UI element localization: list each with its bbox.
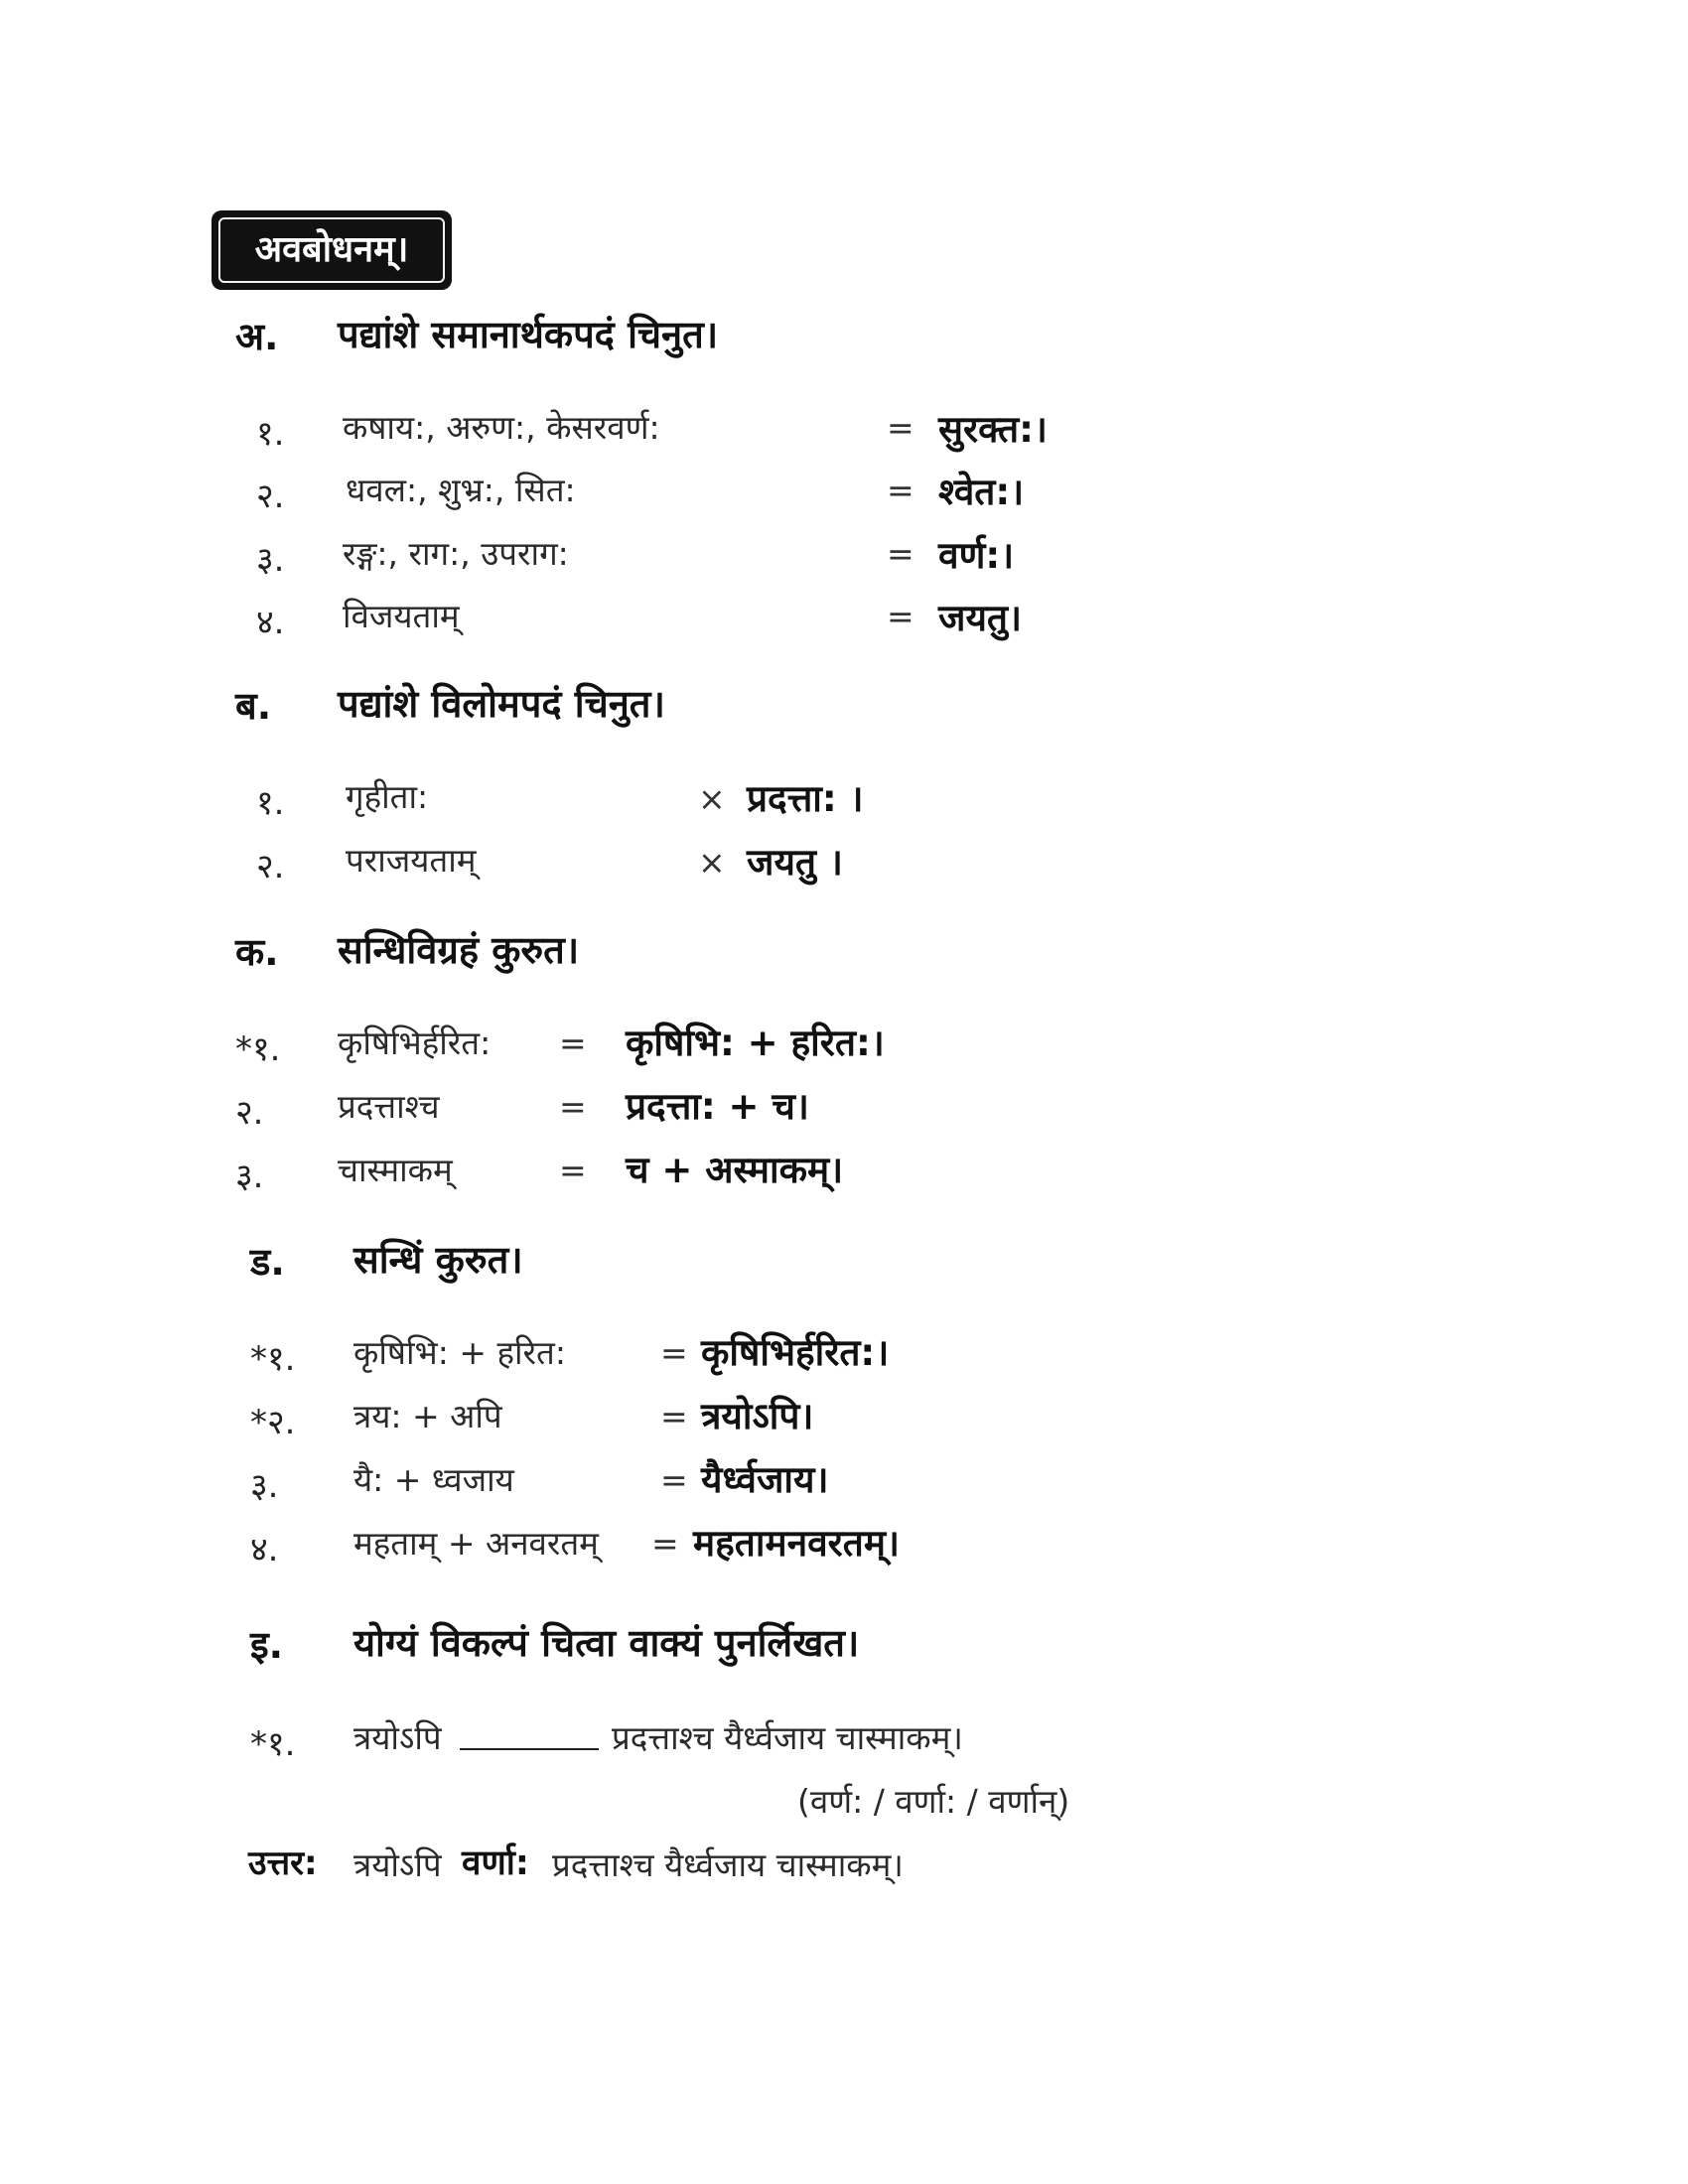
c-row1-operator: = bbox=[559, 1024, 587, 1062]
d-row3-answer: यैर्ध्वजाय। bbox=[701, 1458, 829, 1501]
section-b-label: ब. bbox=[235, 684, 272, 728]
a-row4-num: ४. bbox=[256, 603, 285, 642]
d-row2-operator: = bbox=[660, 1397, 688, 1435]
d-row1-operator: = bbox=[660, 1333, 688, 1372]
b-row2-answer: जयतु । bbox=[747, 841, 843, 884]
e-question-after-blank: प्रदत्ताश्च यैर्ध्वजाय चास्माकम्। bbox=[612, 1718, 963, 1757]
c-row3-num: ३. bbox=[235, 1157, 264, 1196]
section-e-heading: योग्यं विकल्पं चित्वा वाक्यं पुनर्लिखत। bbox=[353, 1621, 860, 1665]
a-row3-question: रङ्ग:, राग:, उपराग: bbox=[343, 534, 569, 573]
b-row2-question: पराजयताम् bbox=[346, 841, 477, 880]
d-row2-num: *२. bbox=[250, 1403, 296, 1442]
d-row4-question: महताम् + अनवरतम् bbox=[353, 1524, 599, 1563]
answer-bold-word: वर्णा: bbox=[462, 1843, 529, 1883]
section-c-heading: सन्धिविग्रहं कुरुत। bbox=[338, 928, 580, 972]
a-row4-answer: जयतु। bbox=[938, 597, 1023, 639]
a-row1-operator: = bbox=[887, 408, 914, 447]
c-row2-operator: = bbox=[559, 1087, 587, 1126]
c-row2-answer: प्रदत्ता: + च। bbox=[626, 1085, 809, 1128]
a-row3-answer: वर्ण:। bbox=[938, 534, 1015, 577]
d-row3-question: यै: + ध्वजाय bbox=[353, 1460, 514, 1499]
d-row1-num: *१. bbox=[250, 1339, 296, 1379]
d-row4-num: ४. bbox=[250, 1530, 279, 1570]
d-row2-answer: त्रयोऽपि। bbox=[701, 1395, 814, 1437]
page-title: अवबोधनम्। bbox=[254, 229, 409, 270]
d-row3-num: ३. bbox=[250, 1466, 279, 1506]
a-row1-num: १. bbox=[256, 414, 285, 454]
section-b-heading: पद्यांशे विलोमपदं चिनुत। bbox=[338, 682, 665, 726]
b-row2-num: २. bbox=[256, 847, 285, 887]
b-row1-num: १. bbox=[256, 783, 285, 823]
answer-before: त्रयोऽपि bbox=[353, 1845, 442, 1884]
a-row1-question: कषाय:, अरुण:, केसरवर्ण: bbox=[343, 408, 660, 447]
title-badge bbox=[211, 210, 452, 290]
c-row3-answer: च + अस्माकम्। bbox=[626, 1149, 844, 1191]
c-row1-num: *१. bbox=[235, 1029, 281, 1069]
c-row3-operator: = bbox=[559, 1151, 587, 1189]
a-row2-question: धवल:, शुभ्र:, सित: bbox=[346, 471, 576, 509]
c-row3-question: चास्माकम् bbox=[338, 1151, 453, 1189]
fill-in-blank bbox=[460, 1748, 599, 1750]
a-row2-num: २. bbox=[256, 477, 285, 516]
c-row2-num: २. bbox=[235, 1093, 264, 1133]
b-row1-question: गृहीता: bbox=[346, 777, 429, 816]
c-row2-question: प्रदत्ताश्च bbox=[338, 1087, 440, 1126]
d-row3-operator: = bbox=[660, 1460, 688, 1499]
c-row1-answer: कृषिभि: + हरित:। bbox=[626, 1022, 885, 1064]
b-row1-answer: प्रदत्ता: । bbox=[747, 777, 864, 820]
section-a-label: अ. bbox=[235, 315, 279, 358]
section-e-label: इ. bbox=[250, 1623, 284, 1667]
a-row3-operator: = bbox=[887, 534, 914, 573]
a-row4-operator: = bbox=[887, 597, 914, 635]
answer-label: उत्तर: bbox=[248, 1843, 318, 1883]
section-c-label: क. bbox=[235, 930, 279, 974]
section-a-heading: पद्यांशे समानार्थकपदं चिनुत। bbox=[338, 313, 719, 356]
d-row2-question: त्रय: + अपि bbox=[353, 1397, 502, 1435]
e-question-num: *१. bbox=[250, 1724, 296, 1764]
d-row4-answer: महतामनवरतम्। bbox=[693, 1522, 901, 1565]
e-options: (वर्ण: / वर्णा: / वर्णान्) bbox=[797, 1782, 1070, 1821]
c-row1-question: कृषिभिर्हरित: bbox=[338, 1024, 492, 1062]
b-row1-operator: × bbox=[698, 779, 726, 818]
a-row3-num: ३. bbox=[256, 540, 285, 580]
d-row1-question: कृषिभि: + हरित: bbox=[353, 1333, 566, 1372]
a-row1-answer: सुरक्त:। bbox=[938, 408, 1048, 451]
d-row1-answer: कृषिभिर्हरित:। bbox=[701, 1331, 890, 1374]
a-row2-operator: = bbox=[887, 471, 914, 509]
a-row4-question: विजयताम् bbox=[343, 597, 460, 635]
section-d-heading: सन्धिं कुरुत। bbox=[353, 1238, 523, 1282]
b-row2-operator: × bbox=[698, 843, 726, 882]
e-question-before-blank: त्रयोऽपि bbox=[353, 1718, 442, 1757]
answer-after: प्रदत्ताश्च यैर्ध्वजाय चास्माकम्। bbox=[552, 1845, 904, 1884]
section-d-label: ड. bbox=[250, 1240, 285, 1284]
d-row4-operator: = bbox=[651, 1524, 679, 1563]
a-row2-answer: श्वेत:। bbox=[938, 471, 1025, 513]
